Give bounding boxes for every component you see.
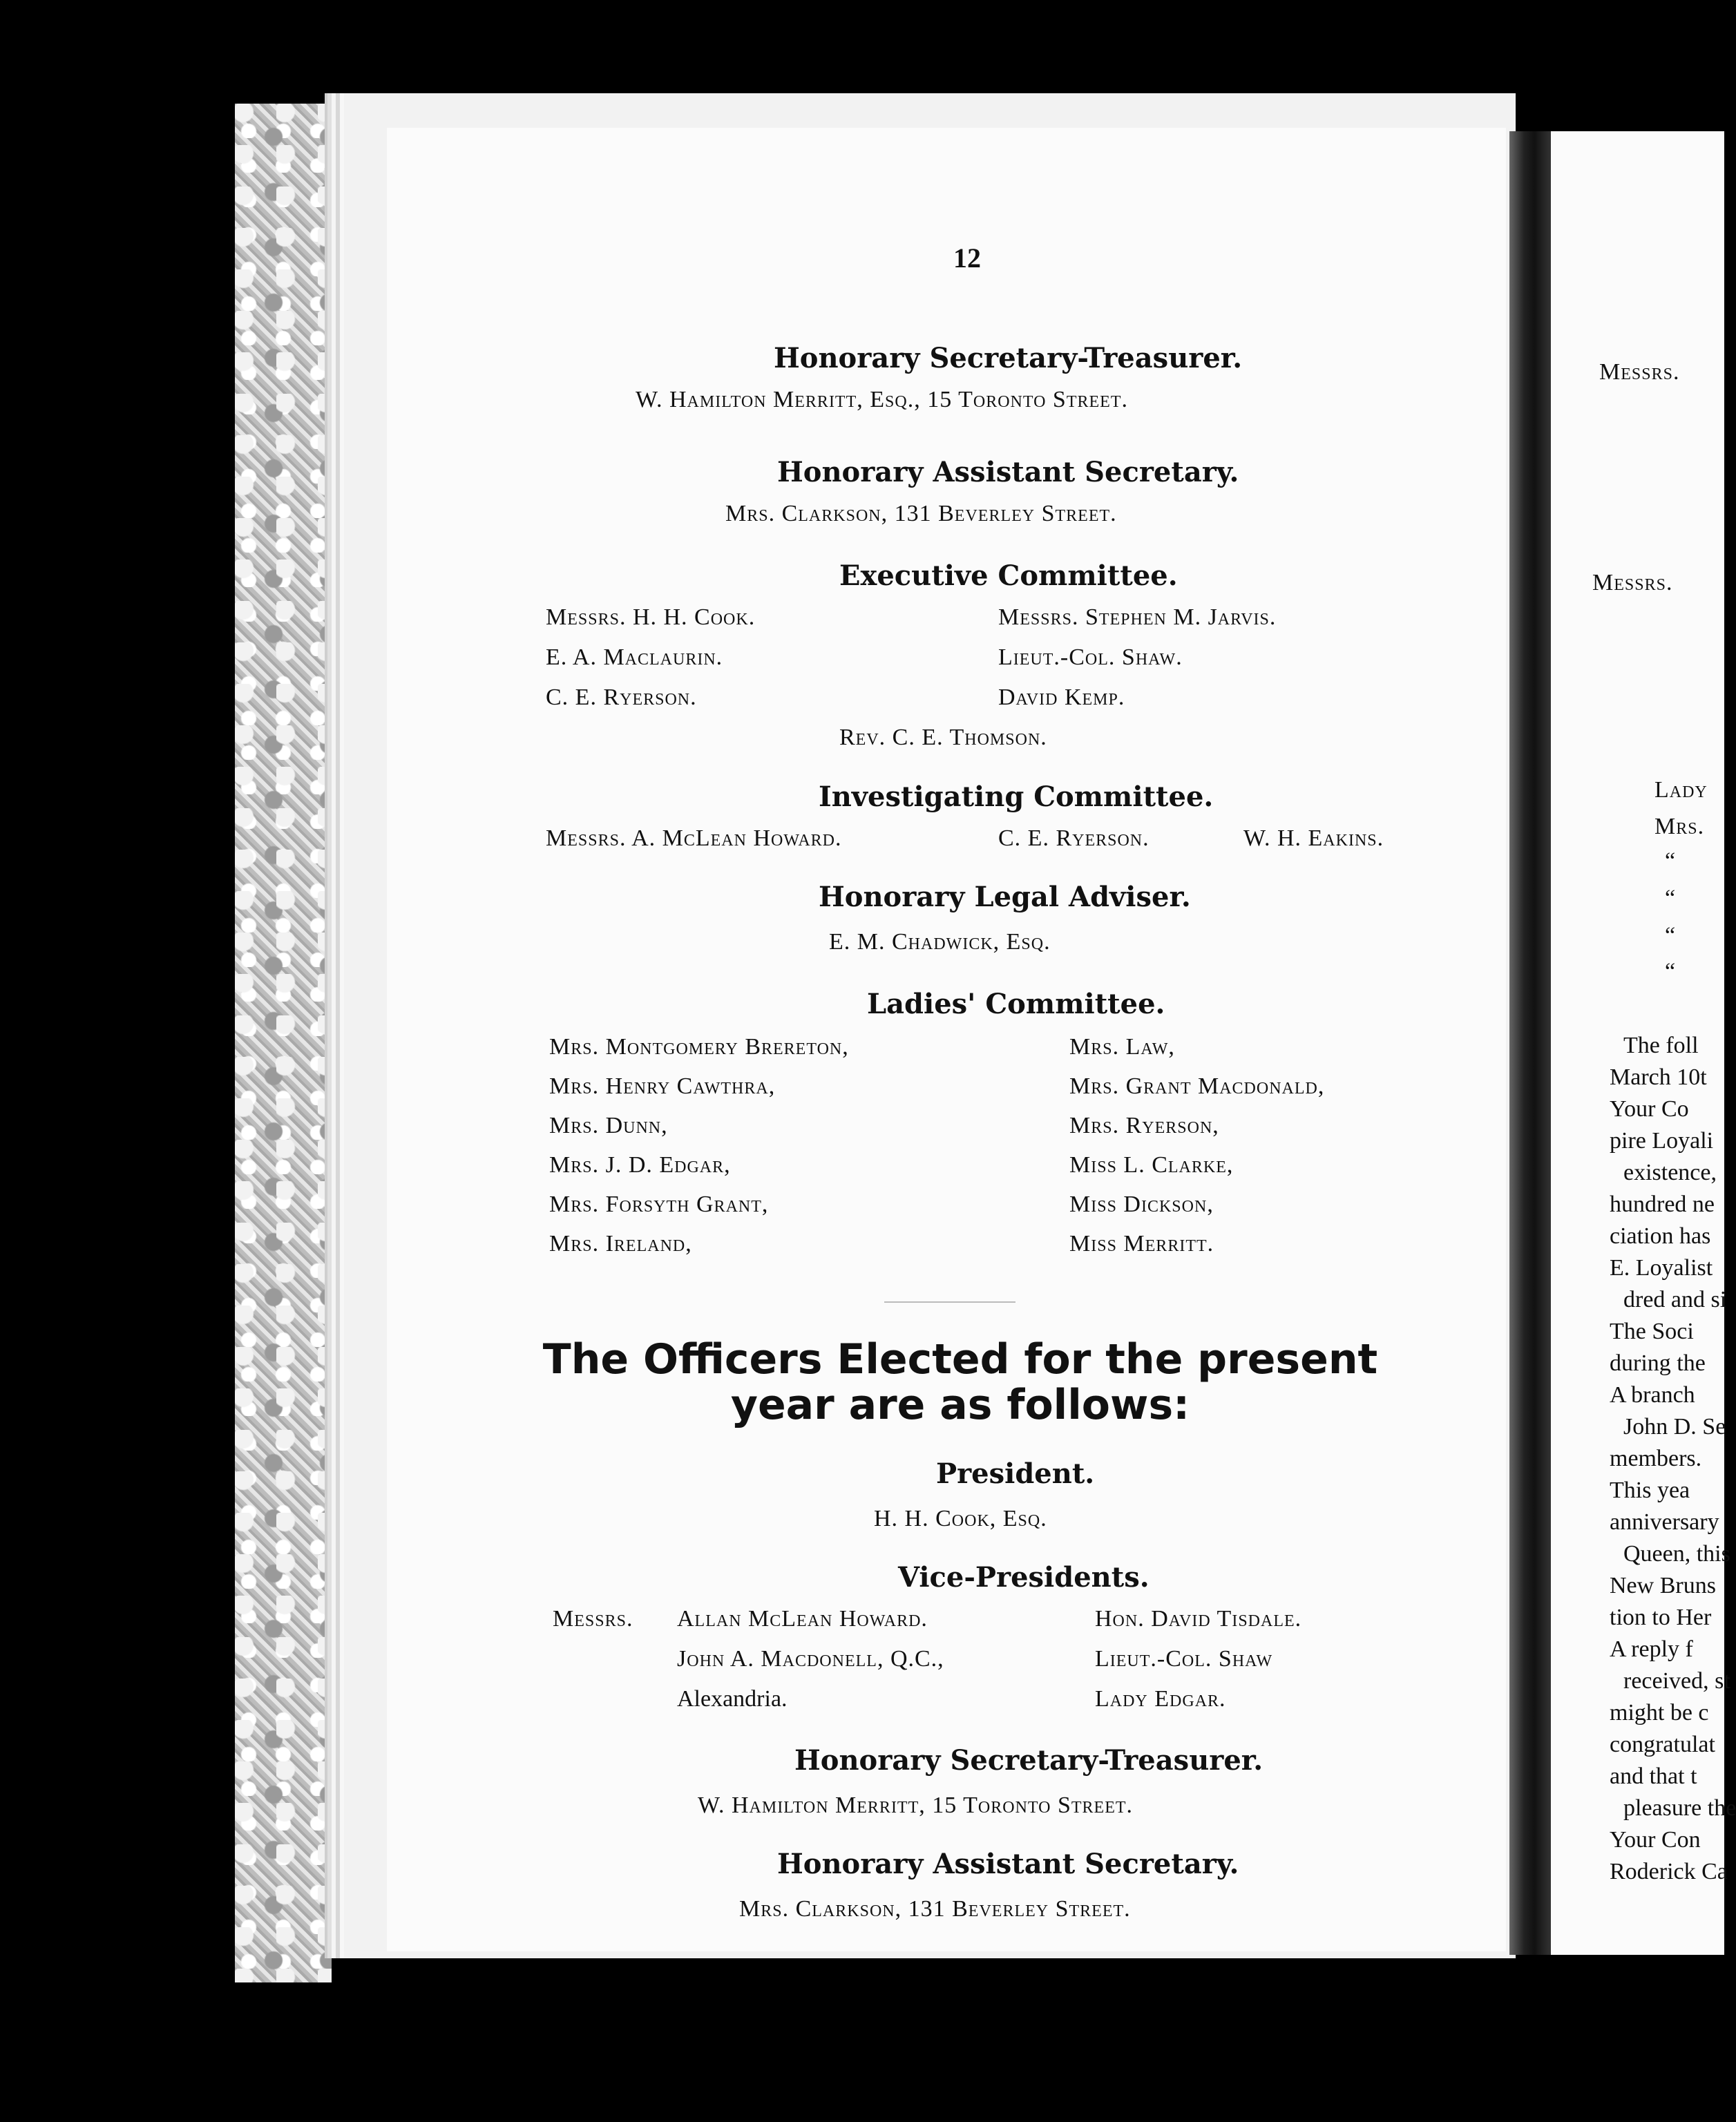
ladies-right-item: Mrs. Ryerson, (1069, 1113, 1219, 1138)
hon-asst-secretary-line: Mrs. Clarkson, 131 Beverley Street. (725, 501, 1117, 526)
legal-adviser-line: E. M. Chadwick, Esq. (829, 929, 1051, 955)
vp-right-1: Hon. David Tisdale. (1095, 1606, 1302, 1632)
right-page-line: Messrs. (1599, 359, 1680, 385)
right-page-body-line: pire Loyali (1610, 1128, 1714, 1154)
ladies-right-item: Miss Dickson, (1069, 1192, 1214, 1217)
ladies-left-item: Mrs. Montgomery Brereton, (549, 1034, 849, 1060)
right-page (1551, 131, 1736, 1955)
exec-last: Rev. C. E. Thomson. (839, 725, 1047, 750)
right-page-body-line: E. Loyalist (1610, 1255, 1713, 1281)
right-page-body-line: Your Con (1610, 1827, 1701, 1853)
hon-sec-treasurer-line: W. Hamilton Merritt, Esq., 15 Toronto Street. (636, 387, 1128, 412)
right-page-body-line: Queen, this (1623, 1541, 1730, 1567)
vp-prefix: Messrs. (553, 1606, 633, 1632)
ladies-right-item: Mrs. Law, (1069, 1034, 1175, 1060)
right-page-body-line: John D. Se (1623, 1414, 1726, 1440)
right-page-body-line: might be c (1610, 1700, 1709, 1726)
right-page-body-line: anniversary (1610, 1509, 1719, 1535)
heading-vice-presidents: Vice-Presidents. (898, 1561, 1150, 1594)
vp-right-2: Lieut.-Col. Shaw (1095, 1646, 1273, 1672)
ladies-left-item: Mrs. Dunn, (549, 1113, 668, 1138)
vp-left-3: Alexandria. (677, 1686, 788, 1712)
hon-sec-treasurer-line-2: W. Hamilton Merritt, 15 Toronto Street. (698, 1793, 1134, 1818)
right-page-body-line: March 10t (1610, 1064, 1707, 1090)
right-page-line: “ (1665, 886, 1676, 911)
vp-left-2: John A. Macdonell, Q.C., (677, 1646, 944, 1672)
exec-right-1: Messrs. Stephen M. Jarvis. (998, 604, 1277, 630)
page-number: 12 (953, 242, 981, 274)
right-page-body-line: Roderick Ca (1610, 1859, 1728, 1884)
ladies-left-item: Mrs. Forsyth Grant, (549, 1192, 769, 1217)
ladies-left-item: Mrs. Henry Cawthra, (549, 1073, 776, 1099)
ladies-left-item: Mrs. J. D. Edgar, (549, 1152, 731, 1178)
right-page-line: Lady (1654, 777, 1708, 803)
ladies-right-item: Miss L. Clarke, (1069, 1152, 1234, 1178)
heading-hon-asst-secretary-2: Honorary Assistant Secretary. (777, 1848, 1239, 1880)
heading-legal-adviser: Honorary Legal Adviser. (819, 881, 1191, 913)
right-page-body-line: congratulat (1610, 1732, 1715, 1757)
right-page-body-line: dred and si (1623, 1287, 1727, 1312)
right-page-line: Messrs. (1592, 570, 1673, 595)
right-page-body-line: ciation has (1610, 1223, 1711, 1249)
right-page-body-line: tion to Her (1610, 1605, 1712, 1630)
right-page-body-line: This yea (1610, 1478, 1690, 1503)
vp-right-3: Lady Edgar. (1095, 1686, 1226, 1712)
right-page-line: “ (1665, 848, 1676, 874)
hon-asst-secretary-line-2: Mrs. Clarkson, 131 Beverley Street. (739, 1896, 1131, 1922)
heading-hon-asst-secretary: Honorary Assistant Secretary. (777, 456, 1239, 488)
president-line: H. H. Cook, Esq. (874, 1506, 1047, 1531)
ladies-right-item: Miss Merritt. (1069, 1231, 1214, 1256)
right-page-body-line: hundred ne (1610, 1192, 1715, 1217)
right-page-body-line: The Soci (1610, 1319, 1694, 1344)
heading-ladies-committee: Ladies' Committee. (867, 988, 1165, 1020)
heading-president: President. (936, 1457, 1095, 1490)
right-page-body-line: and that t (1610, 1763, 1697, 1789)
section-divider (884, 1301, 1015, 1303)
investigating-member-2: C. E. Ryerson. (998, 825, 1150, 851)
right-page-line: Mrs. (1654, 814, 1705, 839)
investigating-member-1: Messrs. A. McLean Howard. (546, 825, 842, 851)
book-gutter (1509, 131, 1551, 1955)
heading-investigating-committee: Investigating Committee. (819, 781, 1214, 813)
right-page-body-line: The foll (1623, 1033, 1699, 1058)
right-page-body-line: existence, (1623, 1160, 1717, 1185)
heading-hon-sec-treasurer: Honorary Secretary-Treasurer. (774, 342, 1243, 374)
heading-hon-sec-treasurer-2: Honorary Secretary-Treasurer. (794, 1744, 1263, 1777)
exec-left-2: E. A. Maclaurin. (546, 644, 723, 670)
exec-left-1: Messrs. H. H. Cook. (546, 604, 756, 630)
exec-right-3: David Kemp. (998, 685, 1125, 710)
heading-executive-committee: Executive Committee. (839, 560, 1178, 592)
exec-left-3: C. E. Ryerson. (546, 685, 697, 710)
right-page-body-line: pleasure the (1623, 1795, 1736, 1821)
ladies-left-item: Mrs. Ireland, (549, 1231, 692, 1256)
right-page-body-line: Your Co (1610, 1096, 1689, 1122)
right-page-body-line: during the (1610, 1350, 1706, 1376)
right-page-line: “ (1665, 959, 1676, 984)
right-page-line: “ (1665, 923, 1676, 948)
ladies-right-item: Mrs. Grant Macdonald, (1069, 1073, 1325, 1099)
marbled-endpaper (235, 104, 332, 1982)
exec-right-2: Lieut.-Col. Shaw. (998, 644, 1183, 670)
right-page-body-line: received, st (1623, 1668, 1730, 1694)
right-page-body-line: New Bruns (1610, 1573, 1716, 1598)
vp-left-1: Allan McLean Howard. (677, 1606, 928, 1632)
investigating-member-3: W. H. Eakins. (1243, 825, 1384, 851)
officers-title: The Officers Elected for the present year are as follows: (542, 1335, 1378, 1429)
right-page-body-line: A reply f (1610, 1636, 1693, 1662)
right-page-body-line: A branch (1610, 1382, 1695, 1408)
right-page-body-line: members. (1610, 1446, 1702, 1471)
